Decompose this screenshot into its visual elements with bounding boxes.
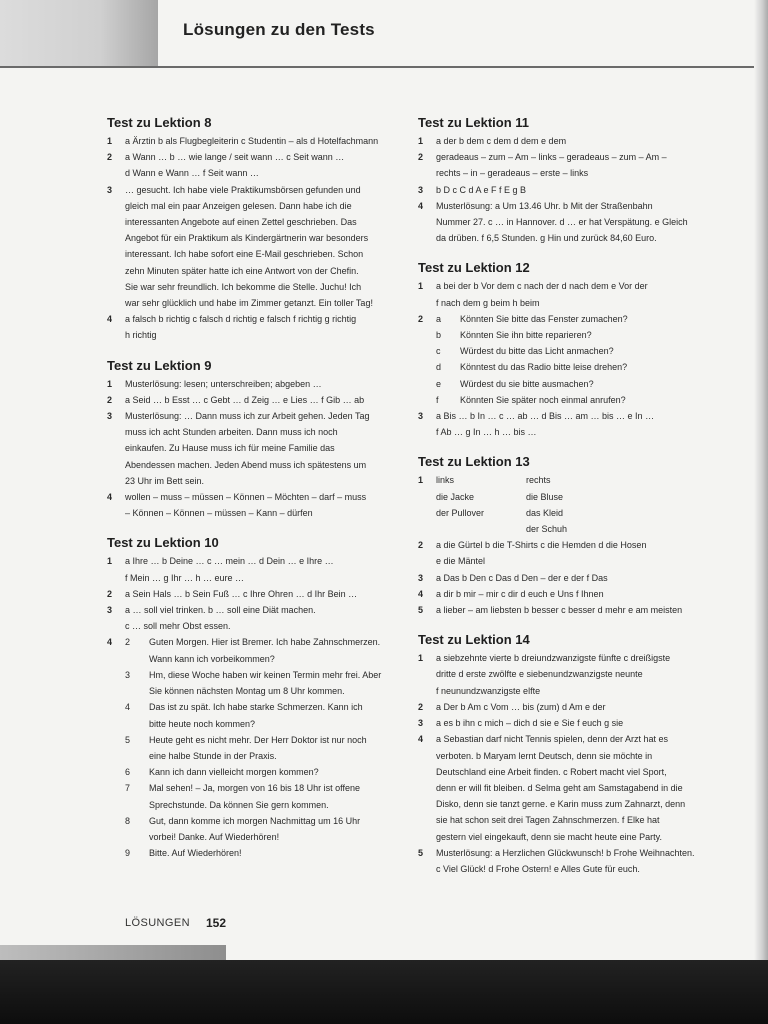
item-number: 1 <box>107 556 113 567</box>
sub-item-text: Würdest du bitte das Licht anmachen? <box>460 346 614 357</box>
answer-item <box>418 408 718 440</box>
section-title: Test zu Lektion 8 <box>107 115 212 130</box>
word-cell: die Bluse <box>526 491 564 502</box>
sub-item <box>125 634 407 666</box>
sub-item-text: Könnten Sie ihn bitte reparieren? <box>460 330 592 341</box>
sub-item-text: Hm, diese Woche haben wir keinen Termin mehr frei. Aber Sie können nächsten Montag um 8 Uhr kommen. <box>149 669 382 697</box>
section-title: Test zu Lektion 9 <box>107 357 212 373</box>
sub-item-number: 7 <box>125 783 131 794</box>
item-text: … gesucht. Ich habe viele Praktikumsbörsen gefunden und gleich mal ein paar Anzeigen gelesen. Dann habe ich die interessanten Angebote auf einen Zettel geschrieben. Das Angebot für ein Praktikum als Kindergärtnerin war besonders interessant. Ich habe sofort eine E-Mail geschrieben. Schon zehn Minuten später hatte ich eine Antwort von der Chefin. Sie war sehr freundlich. Ich bekomme die Stelle. Juchu! Ich war sehr glücklich und habe im Zimmer getanzt. Ein toller Tag! <box>125 184 373 309</box>
answer-item <box>418 602 718 618</box>
item-number: 4 <box>418 588 424 599</box>
sub-item-number: 6 <box>125 767 131 778</box>
item-text: a bei der b Vor dem c nach der d nach dem e Vor der f nach dem g beim h beim <box>436 281 648 308</box>
word-cell: die Jacke <box>436 491 475 502</box>
item-text: a Bis … b In … c … ab … d Bis … am … bis … e In … f Ab … g In … h … bis … <box>436 411 655 438</box>
answer-item <box>418 133 718 149</box>
test-section <box>107 357 407 522</box>
test-section <box>107 114 407 344</box>
answer-item <box>418 570 718 586</box>
sub-item-text: Könntest du das Radio bitte leise drehen? <box>460 362 628 373</box>
item-number: 3 <box>418 572 424 583</box>
item-text: wollen – muss – müssen – Können – Möchten – darf – muss – Können – Können – müssen – Kann – dürfen <box>125 492 367 519</box>
answer-item <box>107 586 407 602</box>
item-text: Musterlösung: a Um 13.46 Uhr. b Mit der Straßenbahn Nummer 27. c … in Hannover. d … er hat Verspätung. e Gleich da drüben. f 6,5 Stunden. g Hin und zurück 84,60 Euro. <box>436 200 688 244</box>
section-title: Test zu Lektion 14 <box>418 632 530 648</box>
sub-item <box>436 311 718 327</box>
item-number: 3 <box>107 411 113 422</box>
item-number: 3 <box>418 411 424 422</box>
item-text <box>125 634 407 861</box>
item-number: 1 <box>418 653 424 664</box>
item-text: a Das b Den c Das d Den – der e der f Das <box>436 572 608 583</box>
item-text: a falsch b richtig c falsch d richtig e falsch f richtig g richtig h richtig <box>125 314 357 341</box>
sub-item-text: Guten Morgen. Hier ist Bremer. Ich habe Zahnschmerzen. Wann kann ich vorbeikommen? <box>149 637 381 664</box>
item-text: geradeaus – zum – Am – links – geradeaus – zum – Am – rechts – in – geradeaus – erste – links <box>436 152 667 179</box>
sub-item-number: 3 <box>125 669 131 680</box>
sub-item-number: c <box>436 346 441 357</box>
answer-item <box>418 537 718 569</box>
sub-item <box>125 699 407 731</box>
sub-item-text: Mal sehen! – Ja, morgen von 16 bis 18 Uhr ist offene Sprechstunde. Da können Sie gern kommen. <box>149 783 360 810</box>
sub-item <box>436 376 718 392</box>
test-section <box>107 534 407 861</box>
test-section <box>418 453 718 618</box>
sub-item-text: Könnten Sie bitte das Fenster zumachen? <box>460 313 628 324</box>
item-text: Musterlösung: lesen; unterschreiben; abgeben … <box>125 378 322 389</box>
item-number: 3 <box>107 184 113 195</box>
item-text: a lieber – am liebsten b besser c besser d mehr e am meisten <box>436 605 683 616</box>
sub-item <box>125 764 407 780</box>
answer-item <box>418 699 718 715</box>
test-section <box>418 259 718 440</box>
item-number: 2 <box>107 152 113 163</box>
section-title: Test zu Lektion 12 <box>418 260 530 276</box>
item-text: a dir b mir – mir c dir d euch e Uns f Ihnen <box>436 588 604 599</box>
answer-item <box>107 133 407 149</box>
item-text: Musterlösung: a Herzlichen Glückwunsch! b Frohe Weihnachten. c Viel Glück! d Frohe Ostern! e Alles Gute für euch. <box>436 847 695 874</box>
item-text: b D c C d A e F f E g B <box>436 184 527 195</box>
answer-item <box>107 149 407 181</box>
item-number: 2 <box>107 394 113 405</box>
answer-item <box>418 311 718 408</box>
item-text: a siebzehnte vierte b dreiundzwanzigste fünfte c dreißigste dritte d erste zwölfte e siebenundzwanzigste neunte f neunundzwanzigste elfte <box>436 653 671 696</box>
sub-item <box>436 343 718 359</box>
answer-item <box>418 278 718 310</box>
item-number: 5 <box>418 847 424 858</box>
item-text: a die Gürtel b die T-Shirts c die Hemden d die Hosen e die Mäntel <box>436 540 647 567</box>
answer-item <box>107 408 407 489</box>
test-section <box>418 114 718 246</box>
page-edge-shadow <box>754 0 768 965</box>
item-number: 1 <box>418 475 424 486</box>
page-number: 152 <box>206 916 227 930</box>
item-number: 1 <box>107 136 113 146</box>
item-number: 3 <box>418 184 424 195</box>
answer-item <box>418 182 718 198</box>
sub-item-number: e <box>436 378 442 389</box>
word-cell: rechts <box>526 475 551 486</box>
answer-item <box>418 472 718 537</box>
sub-item-number: 5 <box>125 734 131 745</box>
sub-item-text: Könnten Sie später noch einmal anrufen? <box>460 394 626 405</box>
item-number: 3 <box>418 718 424 729</box>
sub-item <box>125 732 407 764</box>
left-column <box>107 114 407 874</box>
item-text: a der b dem c dem d dem e dem <box>436 136 567 146</box>
item-text <box>436 311 718 408</box>
answer-item <box>107 634 407 861</box>
sub-item-text: Kann ich dann vielleicht morgen kommen? <box>149 767 319 778</box>
sub-item <box>125 845 407 861</box>
answer-item <box>418 149 718 181</box>
item-number: 1 <box>418 281 424 292</box>
item-number: 2 <box>418 152 424 163</box>
item-number: 1 <box>418 136 424 146</box>
item-number: 1 <box>107 378 113 389</box>
sub-item <box>125 813 407 845</box>
item-text: a Seid … b Esst … c Gebt … d Zeig … e Lies … f Gib … ab <box>125 394 365 405</box>
answer-item <box>107 182 407 312</box>
item-number: 3 <box>107 605 113 616</box>
section-title: Test zu Lektion 11 <box>418 115 530 130</box>
item-number: 4 <box>418 200 424 211</box>
answer-item <box>107 376 407 392</box>
sub-item-number: a <box>436 313 442 324</box>
sub-item-text: Bitte. Auf Wiederhören! <box>149 848 242 859</box>
header-tab-decoration <box>0 0 158 66</box>
item-number: 2 <box>107 588 113 599</box>
sub-item-number: 2 <box>125 637 131 648</box>
sub-item-number: 4 <box>125 702 131 713</box>
item-number: 2 <box>418 701 424 712</box>
footer-label: LÖSUNGEN <box>125 917 190 929</box>
item-text: a Ihre … b Deine … c … mein … d Dein … e Ihre … f Mein … g Ihr … h … eure … <box>125 556 334 583</box>
item-number: 2 <box>418 540 424 551</box>
sub-item <box>125 667 407 699</box>
item-text: a Wann … b … wie lange / seit wann … c Seit wann … d Wann e Wann … f Seit wann … <box>125 152 345 179</box>
word-cell: links <box>436 475 455 486</box>
item-text: a Sebastian darf nicht Tennis spielen, denn der Arzt hat es verboten. b Maryam lernt Deutsch, denn sie möchte in Deutschland eine Arbeit finden. c Robert macht viel Sport, denn er will fit bleiben. d Selma geht am Samstagabend in die Disko, denn sie tanzt gerne. e Karin muss zum Zahnarzt, denn sie hat schon seit drei Tagen Zahnschmerzen. f Elke hat gestern viel eingekauft, denn sie macht heute eine Party. <box>436 734 686 842</box>
item-number: 5 <box>418 605 424 616</box>
sub-item-text: Würdest du sie bitte ausmachen? <box>460 378 594 389</box>
answer-item <box>418 650 718 699</box>
sub-item <box>125 780 407 812</box>
section-title: Test zu Lektion 10 <box>107 535 219 551</box>
answer-item <box>107 602 407 634</box>
item-text: a Sein Hals … b Sein Fuß … c Ihre Ohren … d Ihr Bein … <box>125 588 358 599</box>
answer-item <box>418 586 718 602</box>
item-text: a … soll viel trinken. b … soll eine Diät machen. c … soll mehr Obst essen. <box>125 605 316 632</box>
answer-item <box>418 731 718 844</box>
answer-item <box>418 198 718 247</box>
sub-item-number: d <box>436 362 442 373</box>
item-number: 4 <box>107 314 113 325</box>
answer-item <box>107 489 407 521</box>
answer-item <box>107 553 407 585</box>
test-section <box>418 631 718 877</box>
answer-item <box>418 715 718 731</box>
sub-item-number: f <box>436 394 439 405</box>
item-number: 4 <box>107 492 113 503</box>
right-column <box>418 114 718 890</box>
scan-background <box>0 960 768 1024</box>
item-number: 4 <box>418 734 424 745</box>
answer-item <box>107 392 407 408</box>
answer-item <box>107 311 407 343</box>
sub-item-text: Das ist zu spät. Ich habe starke Schmerzen. Kann ich bitte heute noch kommen? <box>149 702 363 729</box>
word-cell: der Schuh <box>526 524 568 535</box>
item-text: a Ärztin b als Flugbegleiterin c Studentin – als d Hotelfachmann <box>125 136 379 146</box>
word-cell: das Kleid <box>526 507 564 518</box>
item-number: 4 <box>107 637 113 648</box>
sub-item-number: 9 <box>125 848 131 859</box>
sub-item-text: Heute geht es nicht mehr. Der Herr Doktor ist nur noch eine halbe Stunde in der Praxis. <box>149 734 367 761</box>
section-title: Test zu Lektion 13 <box>418 454 530 470</box>
item-text: Musterlösung: … Dann muss ich zur Arbeit gehen. Jeden Tag muss ich acht Stunden arbeiten. Dann muss ich noch einkaufen. Zu Hause muss ich für meine Familie das Abendessen machen. Jeden Abend muss ich spätestens um 23 Uhr im Bett sein. <box>125 411 370 486</box>
item-text <box>436 472 616 537</box>
answer-item <box>418 845 718 877</box>
word-cell <box>436 521 526 537</box>
sub-item <box>436 359 718 375</box>
item-text: a Der b Am c Vom … bis (zum) d Am e der <box>436 701 606 712</box>
page-title: Lösungen zu den Tests <box>183 20 375 39</box>
word-cell: der Pullover <box>436 507 485 518</box>
sub-item <box>436 392 718 408</box>
item-text: a es b ihn c mich – dich d sie e Sie f euch g sie <box>436 718 624 729</box>
sub-item-number: b <box>436 330 442 341</box>
item-number: 2 <box>418 313 424 324</box>
sub-item <box>436 327 718 343</box>
header-rule <box>0 66 760 68</box>
sub-item-text: Gut, dann komme ich morgen Nachmittag um 16 Uhr vorbei! Danke. Auf Wiederhören! <box>149 815 361 842</box>
sub-item-number: 8 <box>125 815 131 826</box>
